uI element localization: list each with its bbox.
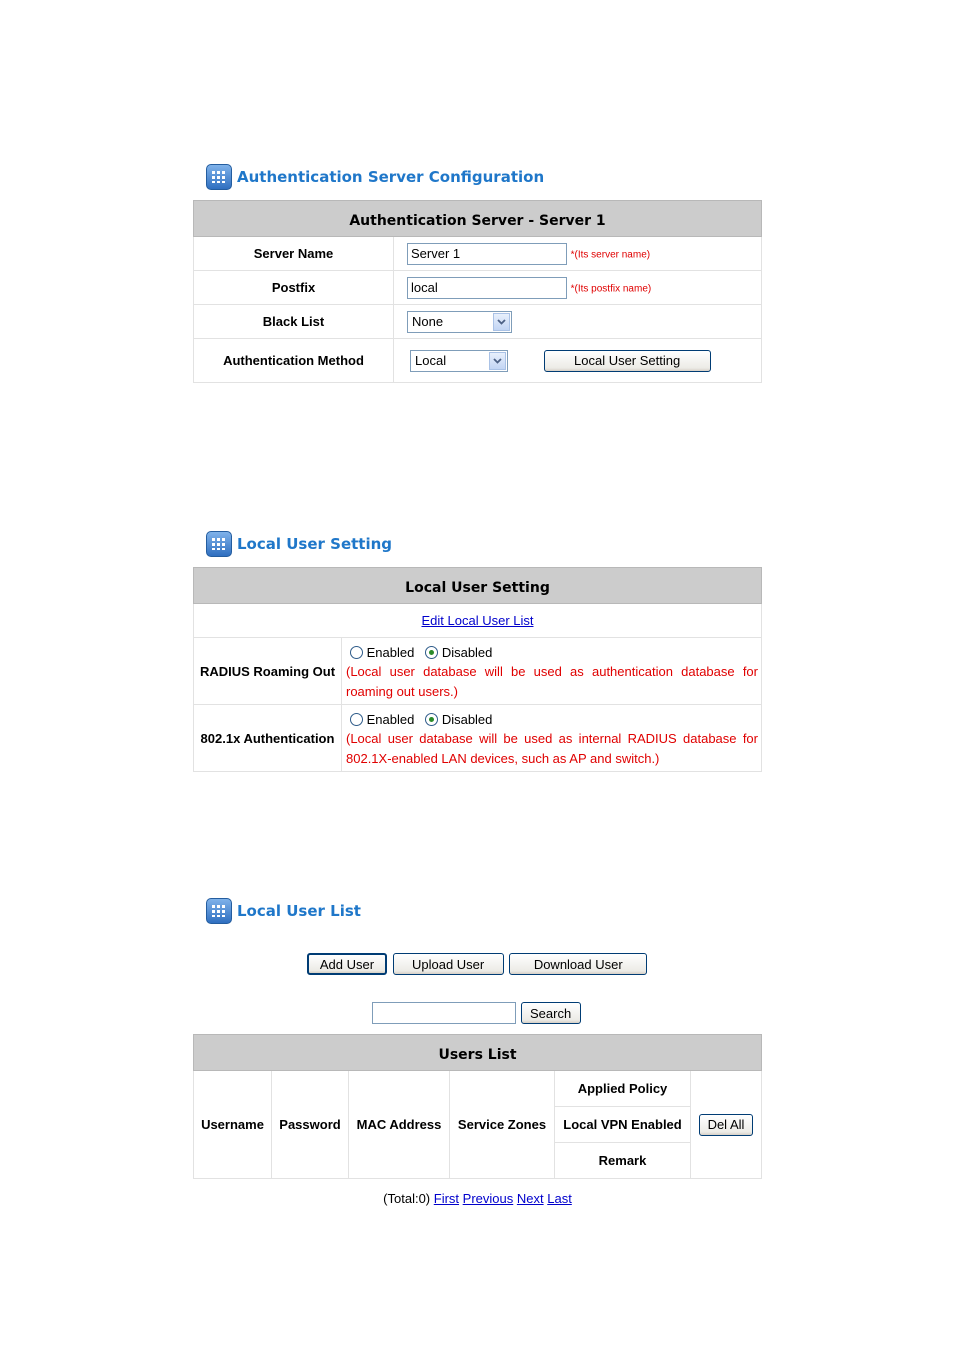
radius-disabled-radio[interactable] xyxy=(425,646,438,659)
pager-previous-link[interactable]: Previous xyxy=(462,1191,514,1206)
pager-first-link[interactable]: First xyxy=(433,1191,460,1206)
users-list-table-header: Users List xyxy=(194,1035,762,1071)
dot1x-auth-note: (Local user database will be used as internal RADIUS database for 802.1X-enabled LAN devices, such as AP and switch.) xyxy=(346,731,758,766)
col-username: Username xyxy=(194,1071,272,1179)
pager-next-link[interactable]: Next xyxy=(516,1191,544,1206)
auth-method-cell xyxy=(394,339,762,383)
edit-link-cell xyxy=(194,604,762,638)
dot1x-enabled-radio[interactable] xyxy=(350,713,363,726)
dot1x-auth-cell xyxy=(342,705,762,772)
server-name-cell xyxy=(394,237,762,271)
postfix-label: Postfix xyxy=(194,271,394,305)
del-all-button[interactable]: Del All xyxy=(699,1114,753,1136)
postfix-input[interactable] xyxy=(407,277,567,299)
grid-window-icon xyxy=(206,898,232,924)
server-name-hint: *(Its server name) xyxy=(570,249,651,261)
radius-roaming-cell xyxy=(342,638,762,705)
local-user-setting-table xyxy=(193,567,762,772)
local-user-setting-table-header: Local User Setting xyxy=(194,568,762,604)
pager xyxy=(193,1191,762,1206)
upload-user-button[interactable]: Upload User xyxy=(393,953,504,975)
auth-config-title-block xyxy=(206,164,544,190)
radius-enabled-label: Enabled xyxy=(366,645,415,660)
add-user-button[interactable]: Add User xyxy=(307,953,387,975)
radius-roaming-radios xyxy=(346,644,758,662)
col-remark: Remark xyxy=(555,1143,691,1179)
grid-window-icon xyxy=(206,164,232,190)
auth-server-table-header: Authentication Server - Server 1 xyxy=(194,201,762,237)
user-list-actions xyxy=(307,953,647,975)
edit-local-user-list-link[interactable]: Edit Local User List xyxy=(421,613,534,628)
radius-enabled-radio[interactable] xyxy=(350,646,363,659)
auth-method-select[interactable] xyxy=(410,350,508,372)
user-search-input[interactable] xyxy=(372,1002,516,1024)
dot1x-disabled-radio[interactable] xyxy=(425,713,438,726)
local-user-list-title-block xyxy=(206,898,361,924)
black-list-cell xyxy=(394,305,762,339)
dot1x-disabled-label: Disabled xyxy=(441,712,493,727)
postfix-hint: *(Its postfix name) xyxy=(570,283,652,295)
radius-roaming-note: (Local user database will be used as authentication database for roaming out users.) xyxy=(346,664,758,699)
col-local-vpn-enabled: Local VPN Enabled xyxy=(555,1107,691,1143)
local-user-setting-button[interactable]: Local User Setting xyxy=(544,350,711,372)
auth-method-value: Local xyxy=(415,353,447,368)
auth-server-table xyxy=(193,200,762,383)
pager-total: (Total:0) xyxy=(383,1191,431,1206)
user-search-bar xyxy=(372,1002,581,1024)
col-password: Password xyxy=(272,1071,349,1179)
chevron-down-icon[interactable] xyxy=(489,352,506,370)
search-button[interactable]: Search xyxy=(521,1002,581,1024)
download-user-button[interactable]: Download User xyxy=(509,953,647,975)
local-user-setting-title: Local User Setting xyxy=(237,535,393,553)
users-list-table xyxy=(193,1034,762,1179)
server-name-label: Server Name xyxy=(194,237,394,271)
auth-method-label: Authentication Method xyxy=(194,339,394,383)
black-list-label: Black List xyxy=(194,305,394,339)
col-service-zones: Service Zones xyxy=(450,1071,555,1179)
dot1x-auth-radios xyxy=(346,711,758,729)
dot1x-enabled-label: Enabled xyxy=(366,712,415,727)
local-user-list-title: Local User List xyxy=(237,902,361,920)
pager-last-link[interactable]: Last xyxy=(547,1191,572,1206)
grid-window-icon xyxy=(206,531,232,557)
postfix-cell xyxy=(394,271,762,305)
black-list-select[interactable] xyxy=(407,311,512,333)
col-applied-policy: Applied Policy xyxy=(555,1071,691,1107)
local-user-setting-title-block xyxy=(206,531,392,557)
auth-config-title: Authentication Server Configuration xyxy=(237,168,545,186)
radius-roaming-label: RADIUS Roaming Out xyxy=(194,638,342,705)
black-list-value: None xyxy=(412,314,444,329)
col-mac-address: MAC Address xyxy=(349,1071,450,1179)
chevron-down-icon[interactable] xyxy=(493,313,510,331)
radius-disabled-label: Disabled xyxy=(441,645,493,660)
del-all-cell xyxy=(691,1071,762,1179)
dot1x-auth-label: 802.1x Authentication xyxy=(194,705,342,772)
server-name-input[interactable] xyxy=(407,243,567,265)
